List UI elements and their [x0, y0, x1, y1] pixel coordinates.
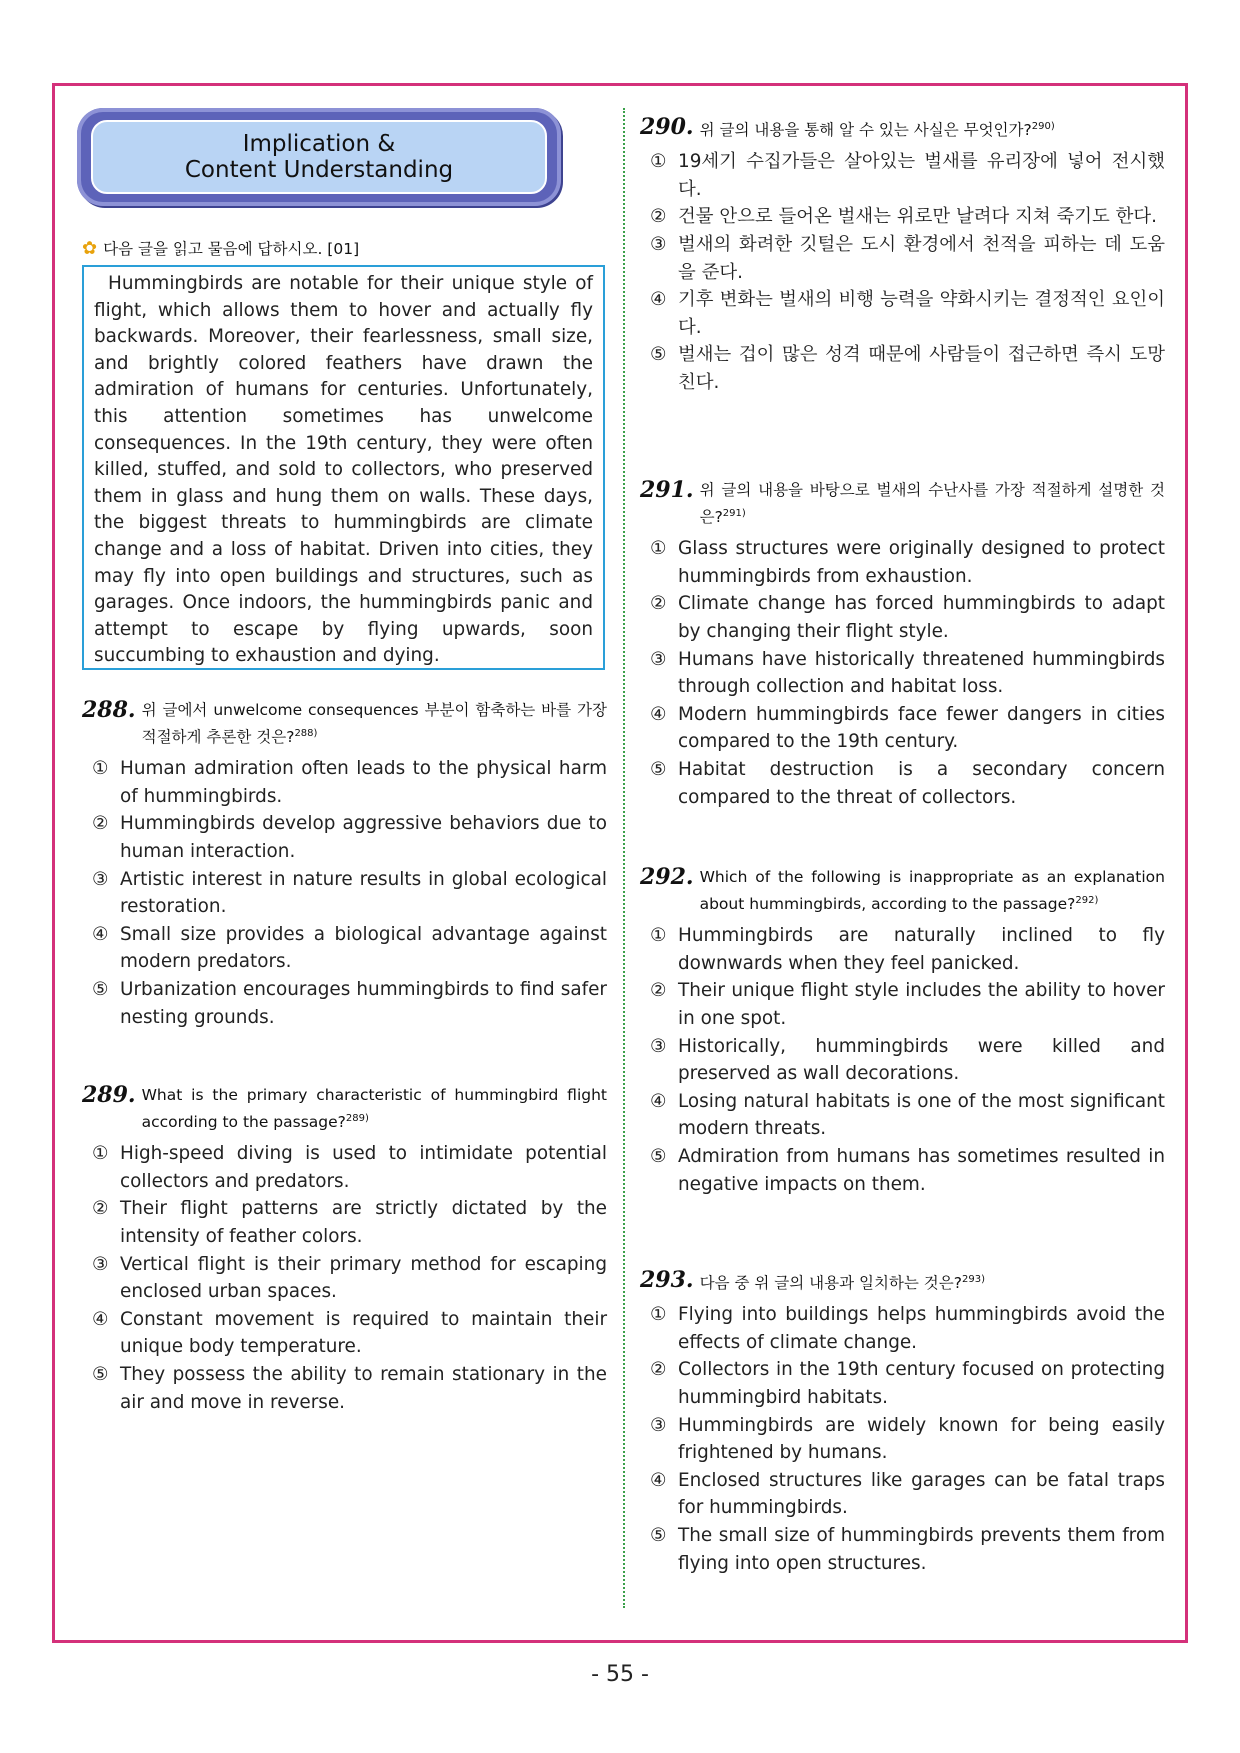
question-292: [640, 865, 1165, 1198]
option-text: Habitat destruction is a secondary concern compared to the threat of collectors.: [678, 758, 1165, 808]
option-text: Hummingbirds are naturally inclined to fly downwards when they feel panicked.: [678, 925, 1165, 974]
question-288: [82, 698, 607, 1031]
option-mark: ⑤: [92, 1363, 109, 1385]
option-mark: ③: [650, 648, 667, 670]
option-5[interactable]: [640, 341, 1165, 396]
option-1[interactable]: [82, 1140, 607, 1195]
option-2[interactable]: [640, 977, 1165, 1032]
option-2[interactable]: [82, 810, 607, 865]
question-stem: What is the primary characteristic of hummingbird flight according to the passage?: [141, 1086, 607, 1132]
question-header: [640, 478, 1165, 529]
option-text: Their unique flight style includes the ability to hover in one spot.: [678, 980, 1165, 1029]
option-1[interactable]: [640, 1301, 1165, 1356]
question-290: [640, 115, 1165, 397]
option-text: 벌새의 화려한 깃털은 도시 환경에서 천적을 피하는 데 도움을 준다.: [678, 233, 1165, 283]
option-mark: ②: [650, 206, 667, 228]
passage-box: [82, 265, 605, 670]
option-mark: ①: [650, 925, 667, 947]
option-text: The small size of hummingbirds prevents them from flying into open structures.: [678, 1524, 1165, 1574]
instruction: [82, 237, 359, 259]
option-mark: ④: [650, 703, 667, 725]
question-number: 289.: [82, 1082, 136, 1108]
footnote-ref: 290): [1031, 121, 1055, 132]
option-5[interactable]: [640, 756, 1165, 811]
option-list: [640, 535, 1165, 811]
option-mark: ⑤: [92, 978, 109, 1000]
question-stem: Which of the following is inappropriate as an explanation about hummingbirds, according to the passage?: [699, 868, 1165, 914]
option-3[interactable]: [640, 1412, 1165, 1467]
question-289: [82, 1083, 607, 1416]
footnote-ref: 289): [345, 1113, 369, 1124]
option-mark: ⑤: [650, 758, 667, 780]
question-text: [700, 1268, 985, 1295]
option-text: Small size provides a biological advantage against modern predators.: [120, 923, 607, 973]
option-mark: ④: [650, 1469, 667, 1491]
option-2[interactable]: [640, 590, 1165, 645]
footnote-ref: 292): [1075, 895, 1099, 906]
option-text: 19세기 수집가들은 살아있는 벌새를 유리장에 넣어 전시했다.: [678, 151, 1165, 200]
option-5[interactable]: [82, 1361, 607, 1416]
question-number: 291.: [640, 477, 694, 503]
option-3[interactable]: [640, 231, 1165, 286]
question-text: [700, 115, 1055, 142]
question-text: [142, 1083, 607, 1134]
option-text: 건물 안으로 들어온 벌새는 위로만 날려다 지쳐 죽기도 한다.: [678, 206, 1157, 228]
option-mark: ①: [650, 538, 667, 560]
footnote-ref: 291): [722, 508, 746, 519]
column-divider: [623, 108, 625, 1608]
question-number: 293.: [640, 1267, 694, 1293]
option-mark: ④: [650, 1090, 667, 1112]
option-list: [640, 1301, 1165, 1577]
option-text: Collectors in the 19th century focused on protecting hummingbird habitats.: [678, 1359, 1165, 1408]
option-text: Losing natural habitats is one of the most significant modern threats.: [678, 1090, 1165, 1140]
option-2[interactable]: [82, 1195, 607, 1250]
question-number: 290.: [640, 114, 694, 140]
option-5[interactable]: [82, 976, 607, 1031]
option-3[interactable]: [82, 866, 607, 921]
option-text: Their flight patterns are strictly dictated by the intensity of feather colors.: [120, 1198, 607, 1247]
option-list: [82, 1140, 607, 1416]
question-header: [82, 698, 607, 749]
option-mark: ③: [650, 1414, 667, 1436]
question-header: [640, 115, 1165, 142]
option-mark: ③: [92, 868, 109, 890]
option-4[interactable]: [640, 286, 1165, 341]
option-4[interactable]: [640, 1467, 1165, 1522]
option-mark: ⑤: [650, 1145, 667, 1167]
instruction-text: 다음 글을 읽고 물음에 답하시오. [01]: [103, 240, 360, 258]
option-text: Admiration from humans has sometimes resulted in negative impacts on them.: [678, 1145, 1165, 1195]
option-5[interactable]: [640, 1522, 1165, 1577]
option-1[interactable]: [82, 755, 607, 810]
option-mark: ④: [92, 1308, 109, 1330]
question-text: [142, 698, 607, 749]
option-list: [640, 922, 1165, 1198]
option-text: Humans have historically threatened hummingbirds through collection and habitat loss.: [678, 648, 1165, 698]
question-stem: 위 글의 내용을 바탕으로 벌새의 수난사를 가장 적절하게 설명한 것은?: [699, 481, 1165, 527]
option-4[interactable]: [640, 1088, 1165, 1143]
flower-icon: ✿: [82, 237, 98, 259]
page-number: - 55 -: [591, 1662, 649, 1687]
option-3[interactable]: [640, 646, 1165, 701]
option-text: Modern hummingbirds face fewer dangers in cities compared to the 19th century.: [678, 703, 1165, 753]
option-mark: ①: [92, 758, 109, 780]
option-mark: ⑤: [650, 1524, 667, 1546]
option-mark: ④: [650, 289, 667, 311]
option-mark: ⑤: [650, 344, 667, 366]
option-mark: ②: [92, 1198, 109, 1220]
option-3[interactable]: [82, 1251, 607, 1306]
option-mark: ②: [650, 593, 667, 615]
option-2[interactable]: [640, 203, 1165, 231]
option-mark: ①: [92, 1143, 109, 1165]
option-mark: ①: [650, 1304, 667, 1326]
question-stem: 위 글의 내용을 통해 알 수 있는 사실은 무엇인가?: [699, 121, 1032, 140]
option-text: They possess the ability to remain stationary in the air and move in reverse.: [120, 1363, 607, 1413]
question-number: 288.: [82, 697, 136, 723]
question-header: [82, 1083, 607, 1134]
question-291: [640, 478, 1165, 811]
option-mark: ②: [92, 813, 109, 835]
option-2[interactable]: [640, 1356, 1165, 1411]
option-text: 기후 변화는 벌새의 비행 능력을 약화시키는 결정적인 요인이다.: [678, 289, 1165, 338]
question-header: [640, 865, 1165, 916]
footnote-ref: 288): [294, 728, 318, 739]
option-1[interactable]: [640, 148, 1165, 203]
option-3[interactable]: [640, 1033, 1165, 1088]
option-mark: ③: [650, 233, 667, 255]
option-mark: ③: [92, 1253, 109, 1275]
option-text: Historically, hummingbirds were killed and preserved as wall decorations.: [678, 1035, 1165, 1085]
option-text: Climate change has forced hummingbirds to adapt by changing their flight style.: [678, 593, 1165, 642]
option-text: Glass structures were originally designed to protect hummingbirds from exhaustion.: [678, 538, 1165, 587]
question-header: [640, 1268, 1165, 1295]
question-293: [640, 1268, 1165, 1577]
option-4[interactable]: [82, 921, 607, 976]
option-text: Urbanization encourages hummingbirds to find safer nesting grounds.: [120, 978, 607, 1028]
question-text: [700, 478, 1165, 529]
question-stem: 위 글에서 unwelcome consequences 부분이 함축하는 바를 가장 적절하게 추론한 것은?: [141, 701, 607, 747]
section-banner: [77, 108, 561, 206]
option-text: High-speed diving is used to intimidate potential collectors and predators.: [120, 1143, 607, 1192]
option-text: Hummingbirds develop aggressive behaviors due to human interaction.: [120, 813, 607, 862]
option-text: Vertical flight is their primary method for escaping enclosed urban spaces.: [120, 1253, 607, 1303]
option-mark: ①: [650, 151, 667, 173]
option-text: Human admiration often leads to the physical harm of hummingbirds.: [120, 758, 607, 807]
option-4[interactable]: [640, 701, 1165, 756]
option-4[interactable]: [82, 1306, 607, 1361]
option-5[interactable]: [640, 1143, 1165, 1198]
question-text: [700, 865, 1165, 916]
option-mark: ④: [92, 923, 109, 945]
option-text: Enclosed structures like garages can be fatal traps for hummingbirds.: [678, 1469, 1165, 1519]
option-1[interactable]: [640, 922, 1165, 977]
section-title: Implication & Content Understanding: [184, 131, 454, 183]
option-list: [82, 755, 607, 1031]
passage-text: Hummingbirds are notable for their unique style of flight, which allows them to hover and actually fly backwards. Moreover, their fearlessness, small size, and brightly colored feathers have drawn the admiration of humans for centuries. Unfortunately, this attention sometimes has unwelcome consequences. In the 19th century, they were often killed, stuffed, and sold to collectors, who preserved them in glass and hung them on walls. These days, the biggest threats to hummingbirds are climate change and a loss of habitat. Driven into cities, they may fly into open buildings and structures, such as garages. Once indoors, the hummingbirds panic and attempt to escape by flying upwards, soon succumbing to exhaustion and dying.: [94, 273, 593, 667]
option-text: Artistic interest in nature results in global ecological restoration.: [120, 868, 607, 918]
option-text: Flying into buildings helps hummingbirds avoid the effects of climate change.: [678, 1304, 1165, 1353]
option-text: Hummingbirds are widely known for being easily frightened by humans.: [678, 1414, 1165, 1464]
option-mark: ③: [650, 1035, 667, 1057]
option-text: 벌새는 겁이 많은 성격 때문에 사람들이 접근하면 즉시 도망친다.: [678, 344, 1165, 393]
question-stem: 다음 중 위 글의 내용과 일치하는 것은?: [699, 1274, 962, 1293]
section-banner-inner: [91, 120, 547, 194]
option-list: [640, 148, 1165, 396]
option-mark: ②: [650, 980, 667, 1002]
option-text: Constant movement is required to maintain their unique body temperature.: [120, 1308, 607, 1358]
option-1[interactable]: [640, 535, 1165, 590]
option-mark: ②: [650, 1359, 667, 1381]
footnote-ref: 293): [961, 1274, 985, 1285]
question-number: 292.: [640, 864, 694, 890]
